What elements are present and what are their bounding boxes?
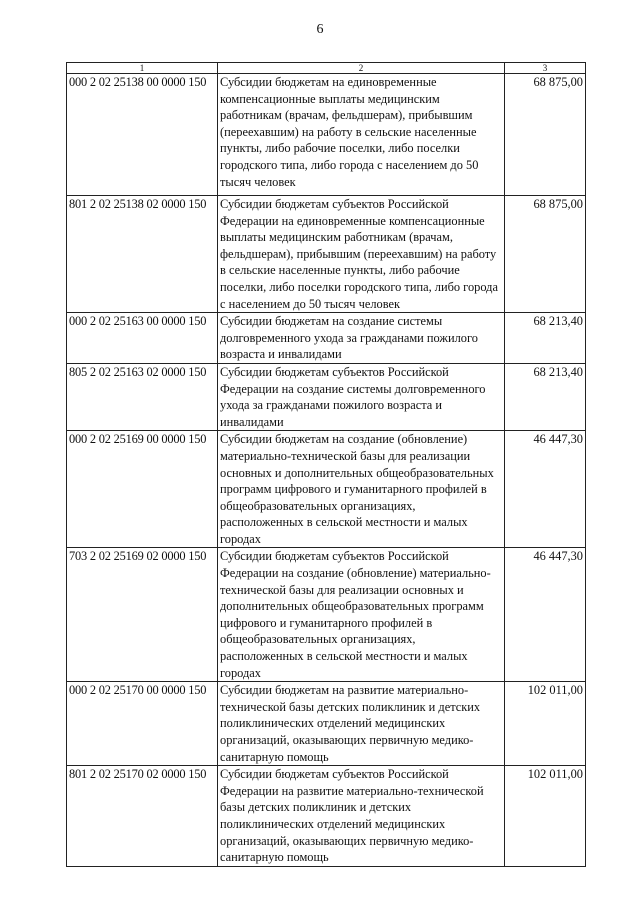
amount-cell: 102 011,00 bbox=[505, 682, 586, 766]
budget-code-cell: 801 2 02 25138 02 0000 150 bbox=[67, 196, 218, 313]
budget-revenue-table bbox=[66, 62, 586, 867]
budget-code-cell: 000 2 02 25170 00 0000 150 bbox=[67, 682, 218, 766]
amount-cell: 68 875,00 bbox=[505, 196, 586, 313]
amount-cell: 46 447,30 bbox=[505, 548, 586, 682]
table-row bbox=[67, 313, 586, 364]
description-cell: Субсидии бюджетам на создание системы долговременного ухода за гражданами пожилого возраста и инвалидами bbox=[218, 313, 505, 364]
budget-code-cell: 801 2 02 25170 02 0000 150 bbox=[67, 766, 218, 867]
amount-cell: 68 875,00 bbox=[505, 74, 586, 196]
description-cell: Субсидии бюджетам субъектов Российской Федерации на развитие материально-технической базы детских поликлиник и детских поликлинических отделений медицинских организаций, оказывающих первичную медико-санитарную помощь bbox=[218, 766, 505, 867]
amount-cell: 102 011,00 bbox=[505, 766, 586, 867]
table-header-row bbox=[67, 63, 586, 74]
description-cell: Субсидии бюджетам на развитие материально-технической базы детских поликлиник и детских поликлинических отделений медицинских организаций, оказывающих первичную медико-санитарную помощь bbox=[218, 682, 505, 766]
description-cell: Субсидии бюджетам субъектов Российской Федерации на единовременные компенсационные выплаты медицинским работникам (врачам, фельдшерам), прибывшим (переехавшим) на работу в сельские населенные пункты, либо рабочие поселки, либо поселки городского типа, либо города с населением до 50 тысяч человек bbox=[218, 196, 505, 313]
column-header-description: 2 bbox=[218, 63, 505, 74]
amount-cell: 68 213,40 bbox=[505, 313, 586, 364]
table-row bbox=[67, 74, 586, 196]
table-row bbox=[67, 766, 586, 867]
page-number: 6 bbox=[316, 22, 324, 37]
description-cell: Субсидии бюджетам субъектов Российской Федерации на создание системы долговременного ухода за гражданами пожилого возраста и инвалидами bbox=[218, 363, 505, 430]
column-header-amount: 3 bbox=[505, 63, 586, 74]
table-row bbox=[67, 548, 586, 682]
table-row bbox=[67, 363, 586, 430]
budget-code-cell: 703 2 02 25169 02 0000 150 bbox=[67, 548, 218, 682]
budget-code-cell: 000 2 02 25138 00 0000 150 bbox=[67, 74, 218, 196]
table-row bbox=[67, 682, 586, 766]
column-header-code: 1 bbox=[67, 63, 218, 74]
budget-code-cell: 000 2 02 25163 00 0000 150 bbox=[67, 313, 218, 364]
description-cell: Субсидии бюджетам на единовременные компенсационные выплаты медицинским работникам (врачам, фельдшерам), прибывшим (переехавшим) на работу в сельские населенные пункты, либо рабочие поселки, либо поселки городского типа, либо города с населением до 50 тысяч человек bbox=[218, 74, 505, 196]
amount-cell: 46 447,30 bbox=[505, 431, 586, 548]
table-row bbox=[67, 431, 586, 548]
table-row bbox=[67, 196, 586, 313]
description-cell: Субсидии бюджетам субъектов Российской Федерации на создание (обновление) материально-технической базы для реализации основных и дополнительных общеобразовательных программ цифрового и гуманитарного профилей в общеобразовательных организациях, расположенных в сельской местности и малых городах bbox=[218, 548, 505, 682]
budget-code-cell: 805 2 02 25163 02 0000 150 bbox=[67, 363, 218, 430]
budget-code-cell: 000 2 02 25169 00 0000 150 bbox=[67, 431, 218, 548]
description-cell: Субсидии бюджетам на создание (обновление) материально-технической базы для реализации основных и дополнительных общеобразовательных программ цифрового и гуманитарного профилей в общеобразовательных организациях, расположенных в сельской местности и малых городах bbox=[218, 431, 505, 548]
amount-cell: 68 213,40 bbox=[505, 363, 586, 430]
